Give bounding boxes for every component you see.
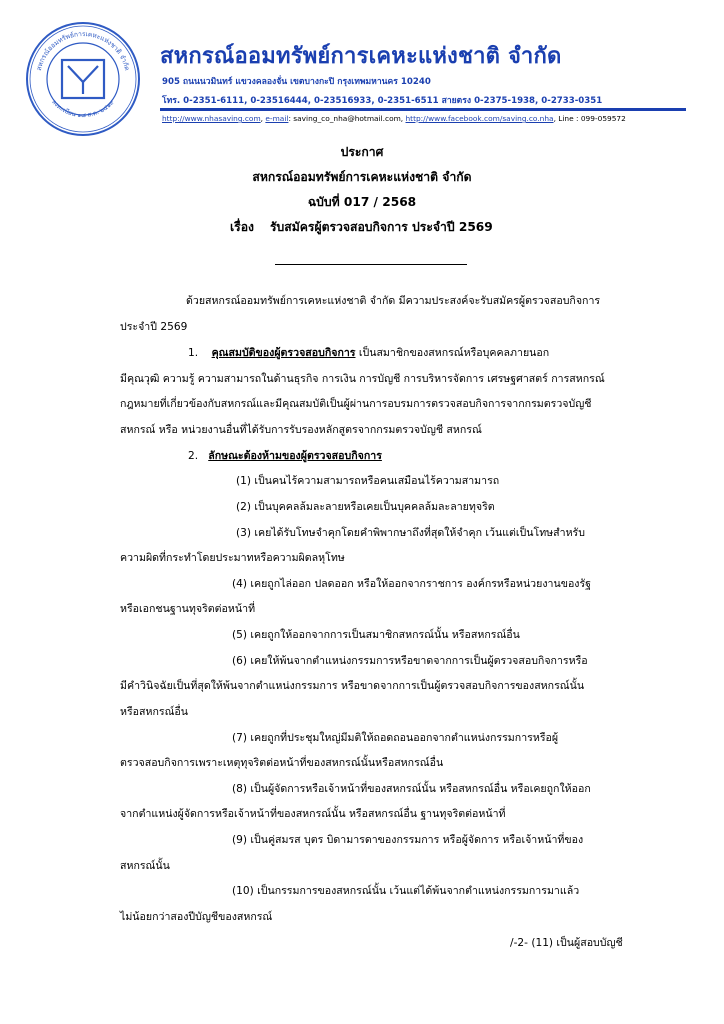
letterhead-phones: โทร. 0-2351-6111, 0-23516444, 0-23516933, 0-2351-6511 สายตรง 0-2375-1938, 0-2733-0351 xyxy=(162,96,603,106)
prohibition-item: (2) เป็นบุคคลล้มละลายหรือเคยเป็นบุคคลล้มละลายทุจริต xyxy=(236,501,495,513)
heading-underline xyxy=(275,264,467,265)
contact-separator: , xyxy=(400,114,406,123)
announcement-org: สหกรณ์ออมทรัพย์การเคหะแห่งชาติ จำกัด xyxy=(252,170,472,184)
prohibition-item-cont: หรือสหกรณ์อื่น xyxy=(120,706,189,718)
section-title: ลักษณะต้องห้ามของผู้ตรวจสอบกิจการ xyxy=(208,450,382,462)
prohibition-item: (10) เป็นกรรมการของสหกรณ์นั้น เว้นแต่ได้พ้นจากตำแหน่งกรรมการมาแล้ว xyxy=(232,885,580,897)
prohibition-item-cont: สหกรณ์นั้น xyxy=(120,860,170,872)
cooperative-seal-logo xyxy=(24,20,142,138)
announcement-subject xyxy=(230,218,493,237)
facebook-link[interactable]: http://www.facebook.com/saving.co.nha xyxy=(405,114,554,123)
section-1-text: กฎหมายที่เกี่ยวข้องกับสหกรณ์และมีคุณสมบัติเป็นผู้ผ่านการอบรมการตรวจสอบกิจการจากกรมตรวจบัญชี xyxy=(120,398,592,410)
intro-line: ประจำปี 2569 xyxy=(120,321,188,333)
section-title: คุณสมบัติของผู้ตรวจสอบกิจการ xyxy=(211,347,356,359)
section-1-text: สหกรณ์ หรือ หน่วยงานอื่นที่ได้รับการรับรองหลักสูตรจากกรมตรวจบัญชี สหกรณ์ xyxy=(120,424,482,436)
svg-text:ลงทะเบียน ๑๘ ส.ค. ๒๕๑๙: ลงทะเบียน ๑๘ ส.ค. ๒๕๑๙ xyxy=(50,98,116,120)
email-address: : saving_co_nha@hotmail.com xyxy=(288,114,401,123)
section-1-heading xyxy=(188,346,549,360)
announcement-issue-number: ฉบับที่ 017 / 2568 xyxy=(307,195,417,209)
prohibition-item: (6) เคยให้พ้นจากตำแหน่งกรรมการหรือขาดจากการเป็นผู้ตรวจสอบกิจการหรือ xyxy=(232,655,588,667)
prohibition-item-cont: จากตำแหน่งผู้จัดการหรือเจ้าหน้าที่ของสหกรณ์นั้น หรือสหกรณ์อื่น ฐานทุจริตต่อหน้าที่ xyxy=(120,808,506,820)
page-continuation: /-2- (11) เป็นผู้สอบบัญชี xyxy=(510,937,623,949)
email-label-link[interactable]: e-mail xyxy=(265,114,289,123)
prohibition-item-cont: ตรวจสอบกิจการเพราะเหตุทุจริตต่อหน้าที่ของสหกรณ์นั้นหรือสหกรณ์อื่น xyxy=(120,757,444,769)
section-number: 1. xyxy=(188,347,199,359)
section-number: 2. xyxy=(188,450,199,462)
prohibition-item: (4) เคยถูกไล่ออก ปลดออก หรือให้ออกจากราชการ องค์กรหรือหน่วยงานของรัฐ xyxy=(232,578,592,590)
prohibition-item: (1) เป็นคนไร้ความสามารถหรือคนเสมือนไร้ความสามารถ xyxy=(236,475,500,487)
letterhead-divider xyxy=(160,108,686,111)
website-link[interactable]: http://www.nhasaving.com xyxy=(162,114,261,123)
prohibition-item-cont: หรือเอกชนฐานทุจริตต่อหน้าที่ xyxy=(120,603,256,615)
subject-text: รับสมัครผู้ตรวจสอบกิจการ ประจำปี 2569 xyxy=(269,220,493,234)
svg-text:สหกรณ์ออมทรัพย์การเคหะแห่งชาติ: สหกรณ์ออมทรัพย์การเคหะแห่งชาติ จำกัด xyxy=(34,29,132,72)
prohibition-item-cont: ไม่น้อยกว่าสองปีบัญชีของสหกรณ์ xyxy=(120,911,273,923)
intro-line: ด้วยสหกรณ์ออมทรัพย์การเคหะแห่งชาติ จำกัด มีความประสงค์จะรับสมัครผู้ตรวจสอบกิจการ xyxy=(186,295,601,307)
announcement-title: ประกาศ xyxy=(340,145,384,159)
prohibition-item-cont: ความผิดที่กระทำโดยประมาทหรือความผิดลหุโทษ xyxy=(120,552,345,564)
letterhead-org-name: สหกรณ์ออมทรัพย์การเคหะแห่งชาติ จำกัด xyxy=(160,44,562,69)
seal-emblem-icon xyxy=(24,20,142,138)
prohibition-item-cont: มีคำวินิจฉัยเป็นที่สุดให้พ้นจากตำแหน่งกรรมการ หรือขาดจากการเป็นผู้ตรวจสอบกิจการของสหกรณ์นั้น xyxy=(120,680,585,692)
prohibition-item: (9) เป็นคู่สมรส บุตร บิดามารดาของกรรมการ หรือผู้จัดการ หรือเจ้าหน้าที่ของ xyxy=(232,834,584,846)
prohibition-item: (3) เคยได้รับโทษจำคุกโดยคำพิพากษาถึงที่สุดให้จำคุก เว้นแต่เป็นโทษสำหรับ xyxy=(236,527,585,539)
letterhead-contacts xyxy=(162,114,626,123)
section-2-heading xyxy=(188,449,382,463)
letterhead-address: 905 ถนนนวมินทร์ แขวงคลองจั่น เขตบางกะปิ กรุงเทพมหานคร 10240 xyxy=(162,77,431,87)
section-1-text: มีคุณวุฒิ ความรู้ ความสามารถในด้านธุรกิจ การเงิน การบัญชี การบริหารจัดการ เศรษฐศาสตร์ การสหกรณ์ xyxy=(120,373,605,385)
section-text: เป็นสมาชิกของสหกรณ์หรือบุคคลภายนอก xyxy=(358,347,550,359)
prohibition-item: (8) เป็นผู้จัดการหรือเจ้าหน้าที่ของสหกรณ์นั้น หรือสหกรณ์อื่น หรือเคยถูกให้ออก xyxy=(232,783,591,795)
line-id: , Line : 099-059572 xyxy=(553,114,626,123)
prohibition-item: (5) เคยถูกให้ออกจากการเป็นสมาชิกสหกรณ์นั้น หรือสหกรณ์อื่น xyxy=(232,629,520,641)
subject-label: เรื่อง xyxy=(230,220,254,234)
contact-separator: , xyxy=(260,114,266,123)
prohibition-item: (7) เคยถูกที่ประชุมใหญ่มีมติให้ถอดถอนออกจากตำแหน่งกรรมการหรือผู้ xyxy=(232,732,559,744)
